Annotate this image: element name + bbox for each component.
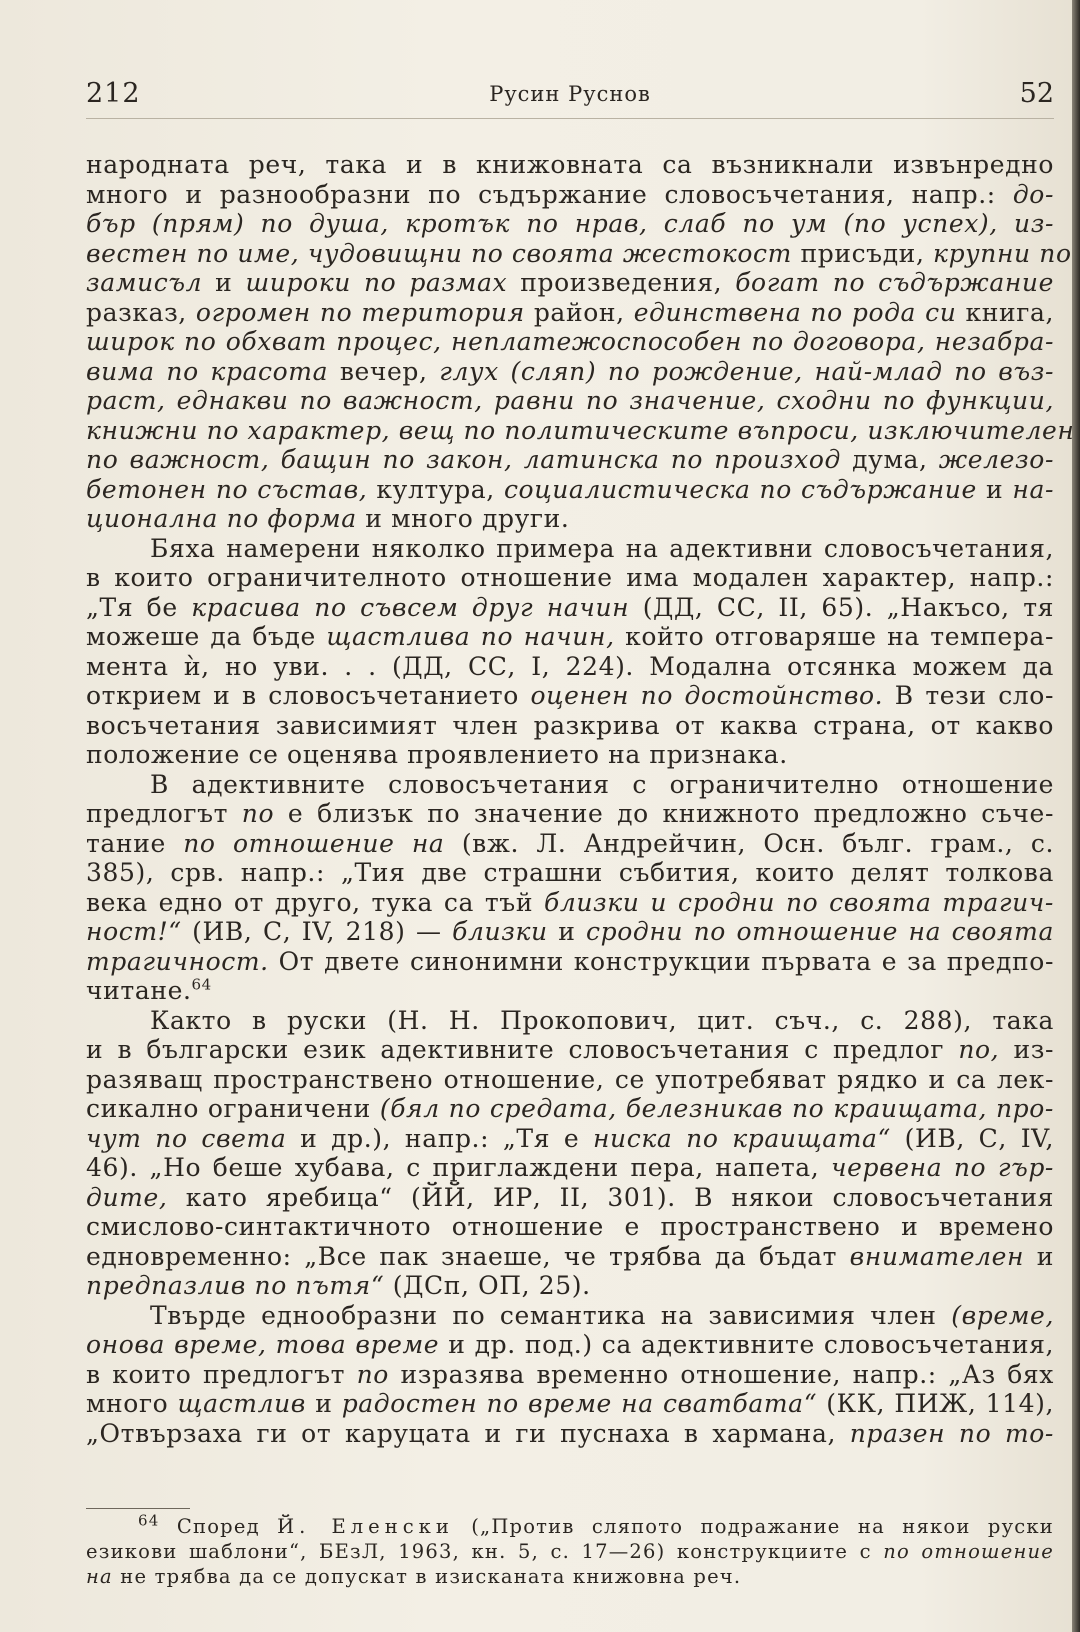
text-run: изразява временно отношение, напр.: „Аз бях	[388, 1359, 1054, 1389]
page-header	[86, 78, 1054, 122]
text-run: (ДСп, ОП, 25).	[384, 1271, 591, 1300]
footnote-line	[86, 1511, 1054, 1539]
italic-text: крупни по	[933, 238, 1072, 268]
text-run: който отговаряше на темпера-	[614, 622, 1054, 651]
text-line	[86, 829, 1054, 859]
italic-text: раст, еднакви по важност, равни по значение, сходни по функции,	[86, 386, 1054, 415]
text-line	[86, 770, 1054, 800]
text-run: и др. под.) са адективните словосъчетания,	[439, 1330, 1054, 1359]
italic-text: по,	[958, 1035, 1000, 1064]
text-run: смислово-синтактичното отношение е пространствено и времено	[86, 1212, 1054, 1241]
text-line	[86, 1271, 1054, 1301]
text-line	[86, 888, 1054, 918]
footnote-line	[86, 1564, 1054, 1589]
text-run: В тези сло-	[883, 681, 1054, 710]
text-run: вечер,	[328, 356, 440, 386]
text-line	[86, 298, 1054, 328]
text-run: Както в руски (Н. Н. Прокопович, цит. съч., с. 288), така	[150, 1005, 1054, 1035]
text-run: и много други.	[356, 504, 570, 533]
text-run: 385), срв. напр.: „Тия две страшни събития, които делят толкова	[86, 858, 1054, 887]
italic-text: сродни по отношение на своята	[586, 917, 1054, 946]
text-line	[86, 711, 1054, 741]
text-line	[86, 1065, 1054, 1095]
italic-text: широк по обхват	[86, 327, 327, 356]
italic-text: замисъл	[86, 268, 203, 297]
text-run: века едно от друго, тука са тъй	[86, 887, 544, 917]
italic-text: единствена по рода си	[633, 297, 957, 327]
italic-text: червена по гър-	[830, 1153, 1054, 1182]
italic-text: щастлива по начин,	[326, 622, 615, 651]
italic-text: богат по съдържание	[735, 268, 1054, 297]
text-run: народната реч, така и в книжовната са възникнали извънредно	[86, 150, 1054, 179]
italic-text: чут по света	[86, 1123, 287, 1153]
text-line	[86, 1212, 1054, 1242]
text-run: книга,	[956, 297, 1055, 327]
text-run: От двете синонимни конструкции първата е за предпо-	[268, 946, 1054, 976]
italic-text: дите,	[86, 1182, 168, 1212]
italic-text: празен по то-	[849, 1418, 1054, 1448]
text-run: из-	[999, 1035, 1054, 1064]
italic-text: социалистическа по съдържание	[503, 474, 977, 504]
text-run: произведения,	[507, 268, 736, 297]
text-line	[86, 1183, 1054, 1213]
text-run: много	[86, 1389, 178, 1418]
text-line	[86, 504, 1054, 534]
italic-text: огромен по територия	[195, 297, 525, 327]
text-run: като яребица“ (ЙЙ, ИР, II, 301). В някои словосъчетания	[167, 1182, 1054, 1212]
text-line	[86, 976, 1054, 1006]
text-line	[86, 415, 1075, 446]
running-title: Русин Руснов	[489, 82, 651, 106]
text-run: и в български език адективните словосъчетания с предлог	[86, 1035, 959, 1064]
text-line	[86, 1006, 1054, 1036]
text-run: много и разнообразни по съдържание словосъчетания, напр.:	[86, 179, 1013, 209]
italic-text: бър (прям) по душа, кротък по нрав, слаб по ум (по успех), из-	[86, 209, 1054, 238]
text-line	[86, 1330, 1054, 1360]
text-run: дума,	[840, 445, 939, 474]
text-line	[86, 1360, 1054, 1390]
text-run: „Тя бе	[86, 592, 192, 622]
text-line	[86, 858, 1054, 888]
text-run: и	[202, 268, 246, 297]
text-line	[86, 1124, 1054, 1154]
text-line	[86, 238, 1072, 269]
italic-text: (време,	[951, 1300, 1054, 1330]
italic-text: вестен по име, чудовищни по своята жестокост	[86, 238, 792, 268]
main-text	[86, 150, 1075, 1448]
text-run: и	[305, 1389, 342, 1418]
italic-text: глух (сляп) по рождение, най-млад по въз-	[439, 356, 1054, 386]
text-line	[86, 681, 1054, 711]
text-run: и др.), напр.: „Тя е	[286, 1123, 593, 1153]
text-line	[86, 947, 1054, 977]
italic-text: предпазлив по пътя“	[86, 1271, 385, 1300]
text-line	[86, 563, 1054, 593]
italic-text: оценен по достойнство.	[530, 681, 884, 710]
text-run: едновременно: „Все пак знаеше, че трябва да бъдат	[86, 1241, 850, 1271]
italic-text: красива по съвсем друг начин	[191, 592, 630, 622]
italic-text: ност!“	[86, 917, 182, 946]
italic-text: щастлив	[177, 1389, 306, 1418]
footnote-rule	[86, 1508, 190, 1509]
text-line	[86, 622, 1054, 652]
footnote-line	[86, 1539, 1054, 1564]
footnote-italic-text: по отношение	[883, 1540, 1054, 1563]
italic-text: по отношение на	[183, 828, 445, 858]
text-run: е близък по значение до книжното предложно съче-	[274, 799, 1054, 828]
italic-text: вима по красота	[86, 356, 329, 386]
text-run: (ИВ, С, IV, 218) —	[181, 917, 453, 946]
text-run: мента ѝ, но уви. . . (ДД, СС, I, 224). Модална отсянка можем да	[86, 651, 1054, 681]
footnote-author: Й. Еленски	[277, 1515, 454, 1538]
italic-text: процес, неплатежоспособен по договора, незабра-	[336, 327, 1054, 356]
italic-text: на-	[1012, 474, 1054, 504]
italic-text: близки и сродни по своята трагич-	[543, 887, 1054, 917]
text-run: восъчетания зависимият член разкрива от каква страна, от какво	[86, 710, 1054, 740]
corner-number: 52	[1019, 78, 1054, 109]
text-run: Бяха намерени няколко примера на адективни словосъчетания,	[150, 533, 1054, 563]
text-run: Твърде еднообразни по семантика на зависимия член	[150, 1300, 952, 1330]
text-run: открием и в словосъчетанието	[86, 681, 531, 710]
text-run: сикално ограничени	[86, 1094, 380, 1123]
italic-text: ционална по форма	[86, 504, 357, 533]
italic-text: бетонен по състав,	[86, 474, 368, 504]
text-run: (ИВ, С, IV,	[890, 1123, 1055, 1153]
text-run: В адективните словосъчетания с ограничително отношение	[150, 769, 1054, 799]
text-line	[86, 180, 1054, 210]
text-run: читане.	[86, 976, 192, 1005]
text-run: разяващ пространствено отношение, се употребяват рядко и са лек-	[86, 1064, 1054, 1094]
italic-text: онова време, това време	[86, 1330, 440, 1359]
italic-text: широки по размах	[245, 268, 508, 297]
text-run: можеше да бъде	[86, 622, 327, 651]
italic-text: книжни по характер, вещ по политическите въпроси, изключителен	[86, 415, 1075, 445]
italic-text: по	[356, 1359, 389, 1389]
text-line	[86, 1419, 1054, 1449]
text-run: и	[976, 474, 1013, 504]
text-line	[86, 150, 1054, 180]
text-run: култура,	[367, 474, 504, 504]
text-line	[86, 799, 1054, 829]
text-run: и	[1024, 1241, 1054, 1271]
footnote-text: Според	[176, 1515, 278, 1538]
footnote-text: езикови шаблони“, БЕзЛ, 1963, кн. 5, с. 17—26) конструкциите с	[86, 1540, 884, 1563]
text-line	[86, 475, 1054, 505]
footnote-text: („Против сляпото подражание на някои руски	[453, 1515, 1054, 1538]
italic-text: близки	[452, 917, 548, 946]
text-line	[86, 593, 1054, 623]
text-line	[86, 386, 1054, 416]
italic-text: по важност, бащин по закон, латинска по произход	[86, 445, 841, 474]
text-line	[86, 740, 1054, 770]
text-run: положение се оценява проявлението на признака.	[86, 740, 788, 769]
text-run: тание	[86, 828, 184, 858]
italic-text: радостен по време на сватбата“	[341, 1389, 818, 1418]
text-run: „Отвързаха ги от каруцата и ги пуснаха в хармана,	[86, 1418, 850, 1448]
text-line	[86, 327, 1054, 357]
text-line	[86, 445, 1054, 475]
text-run: присъди,	[791, 238, 934, 268]
footnote	[86, 1511, 1054, 1589]
text-line	[86, 268, 1054, 298]
footnote-number: 64	[138, 1511, 160, 1530]
footnote-italic-text: на	[86, 1565, 113, 1588]
text-run: (ДД, СС, II, 65). „Накъсо, тя	[629, 592, 1054, 622]
text-run: предлогът	[86, 799, 242, 828]
text-line	[86, 534, 1054, 564]
footnote-text: не трябва да се допускат в изисканата книжовна реч.	[112, 1565, 742, 1588]
text-line	[86, 209, 1054, 239]
text-line	[86, 1153, 1054, 1183]
book-spine-edge	[1072, 0, 1080, 1632]
italic-text: внимателен	[849, 1241, 1025, 1271]
italic-text: железо-	[938, 445, 1054, 474]
text-run: (вж. Л. Андрейчин, Осн. бълг. грам., с.	[444, 828, 1054, 858]
text-line	[86, 357, 1054, 387]
page-number: 212	[86, 78, 141, 109]
text-run: и	[547, 917, 587, 946]
text-run: район,	[524, 297, 634, 327]
text-run: в които ограничителното отношение има модален характер, напр.:	[86, 563, 1054, 592]
italic-text: ниска по краищата“	[592, 1123, 891, 1153]
text-line	[86, 1389, 1054, 1419]
text-run: 46). „Но беше хубава, с приглаждени пера, напета,	[86, 1153, 831, 1182]
text-run: в които предлогът	[86, 1359, 357, 1389]
text-line	[86, 1094, 1054, 1124]
header-rule	[86, 118, 1054, 119]
text-line	[86, 652, 1054, 682]
text-line	[86, 1242, 1054, 1272]
footnote-ref: 64	[191, 975, 212, 994]
text-run: разказ,	[86, 297, 196, 327]
italic-text: трагичност.	[86, 946, 269, 976]
text-line	[86, 917, 1054, 947]
text-run: (КК, ПИЖ, 114),	[817, 1389, 1055, 1418]
italic-text: по	[241, 799, 275, 828]
italic-text: (бял по средата, белезникав по краищата, про-	[379, 1094, 1054, 1123]
text-run	[327, 327, 336, 356]
text-line	[86, 1035, 1054, 1065]
text-line	[86, 1301, 1054, 1331]
italic-text: до-	[1012, 179, 1054, 209]
